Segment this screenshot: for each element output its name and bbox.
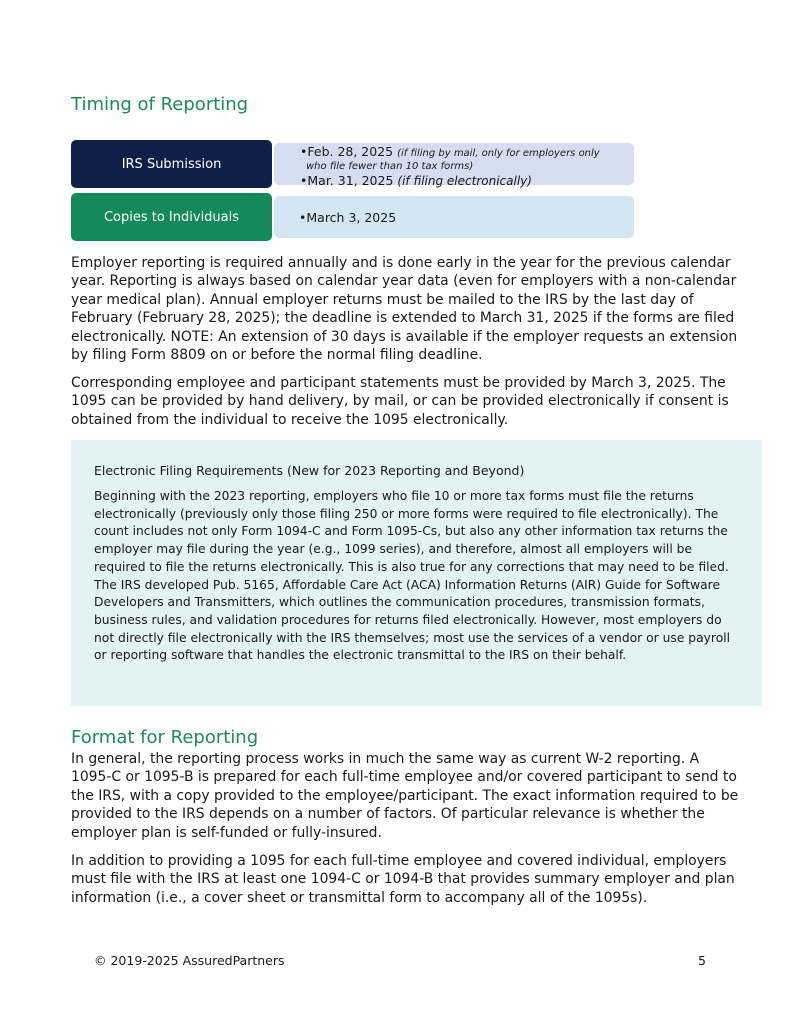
timing-row-irs-submission: [71, 140, 634, 188]
copies-deadline-date: •March 3, 2025: [299, 209, 397, 225]
callout-title: Electronic Filing Requirements (New for 2023 Reporting and Beyond): [94, 463, 525, 478]
timing-paragraph-1: Employer reporting is required annually and is done early in the year for the previous calendar year. Reporting is always based on calendar year data (even for employers with a non-calendar year medical plan). Annual employer returns must be mailed to the IRS by the last day of February (February 28, 2025); the deadline is extended to March 31, 2025 if the forms are filed electronically. NOTE: An extension of 30 days is available if the employer requests an extension by filing Form 8809 on or before the normal filing deadline.: [71, 255, 738, 364]
timing-label-copies-to-individuals: Copies to Individuals: [71, 193, 272, 241]
format-paragraph-1: In general, the reporting process works in much the same way as current W-2 reporting. A 1095-C or 1095-B is prepared for each full-time employee and/or covered participant to send to the IRS, with a copy provided to the employee/participant. The exact information required to be provided to the IRS depends on a number of factors. Of particular relevance is whether the employer plan is self-funded or fully-insured.: [71, 751, 739, 841]
timing-value-irs-submission: [274, 143, 634, 188]
section-heading-timing: Timing of Reporting: [71, 94, 249, 115]
irs-deadline-mail-note-a: (if filing by mail, only for employers only: [397, 148, 600, 159]
electronic-filing-callout: [71, 440, 762, 706]
format-paragraph-2: In addition to providing a 1095 for each full-time employee and covered individual, employers must file with the IRS at least one 1094-C or 1094-B that provides summary employer and plan information (i.e., a cover sheet or transmittal form to accompany all of the 1095s).: [71, 853, 735, 906]
timing-row-copies-to-individuals: [71, 193, 634, 241]
irs-deadline-electronic-date: •Mar. 31, 2025: [300, 173, 394, 188]
irs-deadline-electronic: [300, 174, 600, 188]
section-heading-format: Format for Reporting: [71, 727, 259, 748]
irs-deadline-electronic-note: (if filing electronically): [397, 174, 532, 188]
timing-paragraph-2: Corresponding employee and participant statements must be provided by March 3, 2025. The 1095 can be provided by hand delivery, by mail, or can be provided electronically if consent is obtained from the individual to receive the 1095 electronically.: [71, 375, 729, 428]
timing-value-copies-to-individuals: [274, 196, 634, 238]
irs-deadline-mail: [300, 145, 600, 161]
timing-label-irs-submission: IRS Submission: [71, 140, 272, 188]
footer-copyright: © 2019-2025 AssuredPartners: [94, 953, 285, 968]
footer-page-number: 5: [698, 953, 706, 968]
callout-body: Beginning with the 2023 reporting, employers who file 10 or more tax forms must file the returns electronically (previously only those filing 250 or more forms were required to file electronically). The count includes not only Form 1094-C and Form 1095-Cs, but also any other information tax returns the employer may file during the year (e.g., 1099 series), and therefore, almost all employers will be required to file the returns electronically. This is also true for any corrections that may need to be filed. The IRS developed Pub. 5165, Affordable Care Act (ACA) Information Returns (AIR) Guide for Software Developers and Transmitters, which outlines the communication procedures, transmission formats, business rules, and validation procedures for returns filed electronically. However, most employers do not directly file electronically with the IRS themselves; most use the services of a vendor or use payroll or reporting software that handles the electronic transmittal to the IRS on their behalf.: [94, 489, 731, 663]
irs-deadline-mail-note-b: who file fewer than 10 tax forms): [306, 161, 474, 172]
irs-deadline-mail-date: •Feb. 28, 2025: [300, 144, 394, 159]
